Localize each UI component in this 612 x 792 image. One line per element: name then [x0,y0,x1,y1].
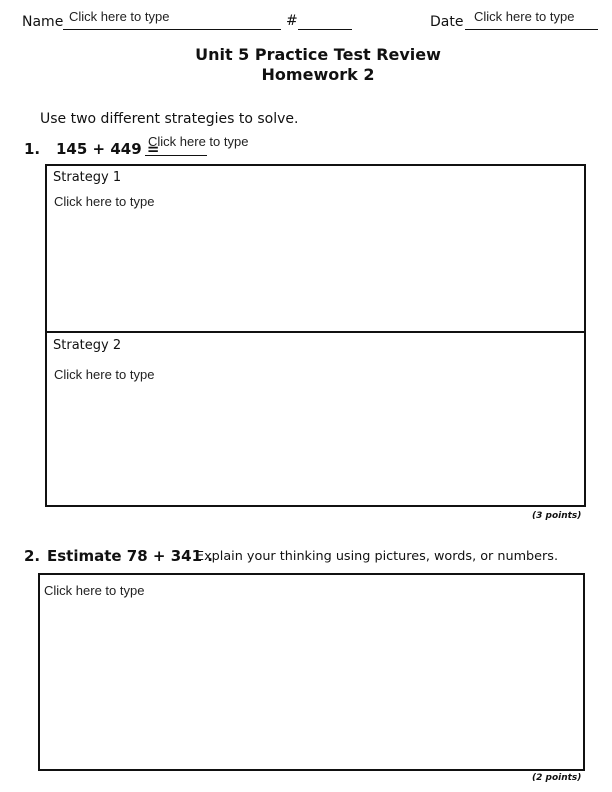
strategy-1-field[interactable]: Click here to type [54,194,155,209]
page-title [0,45,612,85]
strategy-2-box [45,331,586,507]
strategy-1-label: Strategy 1 [53,170,122,185]
date-field[interactable]: Click here to type [474,9,575,24]
number-label: # [286,13,298,29]
q1-equation: 145 + 449 = [56,140,160,158]
q1-instruction: Use two different strategies to solve. [40,111,299,127]
number-underline [298,29,352,30]
strategy-1-box [45,164,586,333]
title-line-1: Unit 5 Practice Test Review [195,45,441,64]
q2-answer-box [38,573,585,771]
name-underline [63,29,281,30]
date-label: Date [430,14,464,30]
q2-answer-field[interactable]: Click here to type [44,583,145,598]
q1-answer-field[interactable]: Click here to type [148,134,249,149]
strategy-2-label: Strategy 2 [53,338,122,353]
q1-answer-underline [145,155,207,156]
strategy-2-field[interactable]: Click here to type [54,367,155,382]
title-line-2: Homework 2 [261,65,375,84]
q1-number: 1. [24,140,41,158]
q2-points: (2 points) [532,773,582,783]
q2-estimate: Estimate 78 + 341 . [47,547,213,565]
q2-number: 2. [24,547,41,565]
name-field[interactable]: Click here to type [69,9,170,24]
date-underline [465,29,598,30]
q2-explain: Explain your thinking using pictures, words, or numbers. [196,549,559,564]
name-label: Name [22,14,64,30]
q1-points: (3 points) [532,511,582,521]
